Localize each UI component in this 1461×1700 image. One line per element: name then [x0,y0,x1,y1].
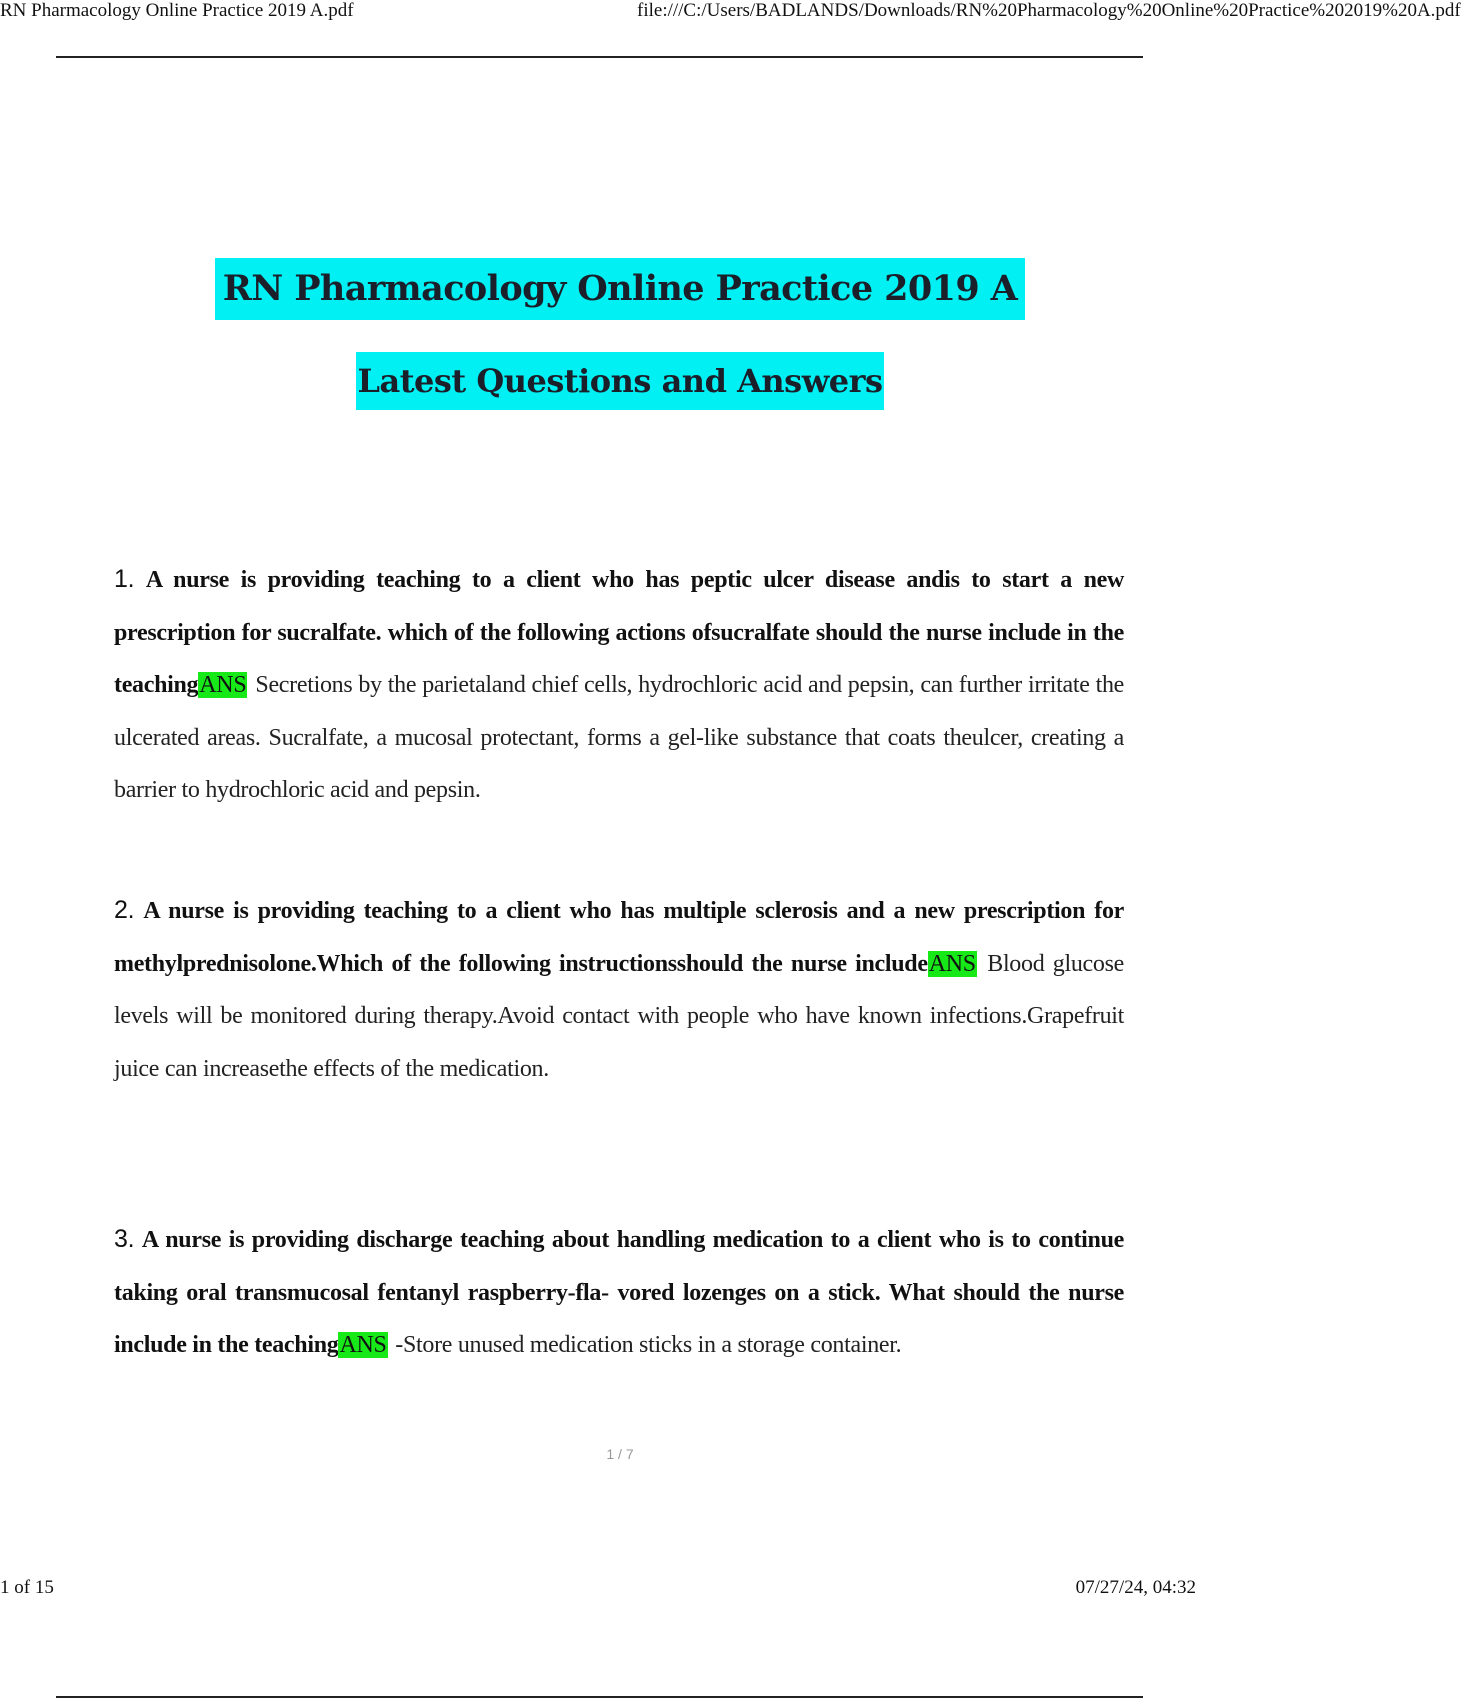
question-text: A nurse is providing teaching to a client who has peptic ulcer disease andis to start a new prescription for sucralfate. which of the following actions ofsucralfate should the nurse include in the teaching [114,567,1125,698]
question-block-3 [114,1213,1124,1372]
answer-text: Secretions by the parietaland chief cells, hydrochloric acid and pepsin, can further irritate the ulcerated areas. Sucralfate, a mucosal protectant, forms a gel-like substance that coats theulcer, creating a barrier to hydrochloric acid and pepsin. [114,672,1124,803]
question-number: 3. [114,1225,135,1253]
question-block-2 [114,884,1124,1095]
ans-label: ANS [928,950,976,977]
document-title-text: RN Pharmacology Online Practice 2019 A [215,258,1026,320]
question-text: A nurse is providing discharge teaching about handling medication to a client who is to continue taking oral transmucosal fentanyl raspberry-fla- vored lozenges on a stick. What should the nurse include in the teaching [114,1227,1124,1358]
page-indicator: 1 / 7 [606,1446,634,1462]
question-number: 1. [114,565,135,593]
footer-divider [56,1696,1143,1698]
answer-text: -Store unused medication sticks in a storage container. [395,1332,902,1358]
print-header-url: file:///C:/Users/BADLANDS/Downloads/RN%20Pharmacology%20Online%20Practice%202019%20A.pdf [637,0,1461,21]
ans-label: ANS [199,672,247,698]
document-subtitle-text: Latest Questions and Answers [356,352,885,410]
document-title [0,258,1240,320]
header-divider [56,56,1143,58]
ans-label: ANS [339,1332,387,1358]
print-footer-timestamp: 07/27/24, 04:32 [1075,1577,1196,1598]
question-number: 2. [114,896,135,924]
answer-text: Blood glucose levels will be monitored during therapy.Avoid contact with people who have known infections.Grapefruit juice can increasethe effects of the medication. [114,950,1125,1082]
document-subtitle [0,352,1240,410]
question-block-1 [114,553,1124,817]
print-header-title: RN Pharmacology Online Practice 2019 A.pdf [0,0,354,21]
print-footer-page-count: 1 of 15 [0,1577,54,1598]
question-text: A nurse is providing teaching to a client who has multiple sclerosis and a new prescription for methylprednisolone.Which of the following instructionsshould the nurse include [114,898,1124,977]
